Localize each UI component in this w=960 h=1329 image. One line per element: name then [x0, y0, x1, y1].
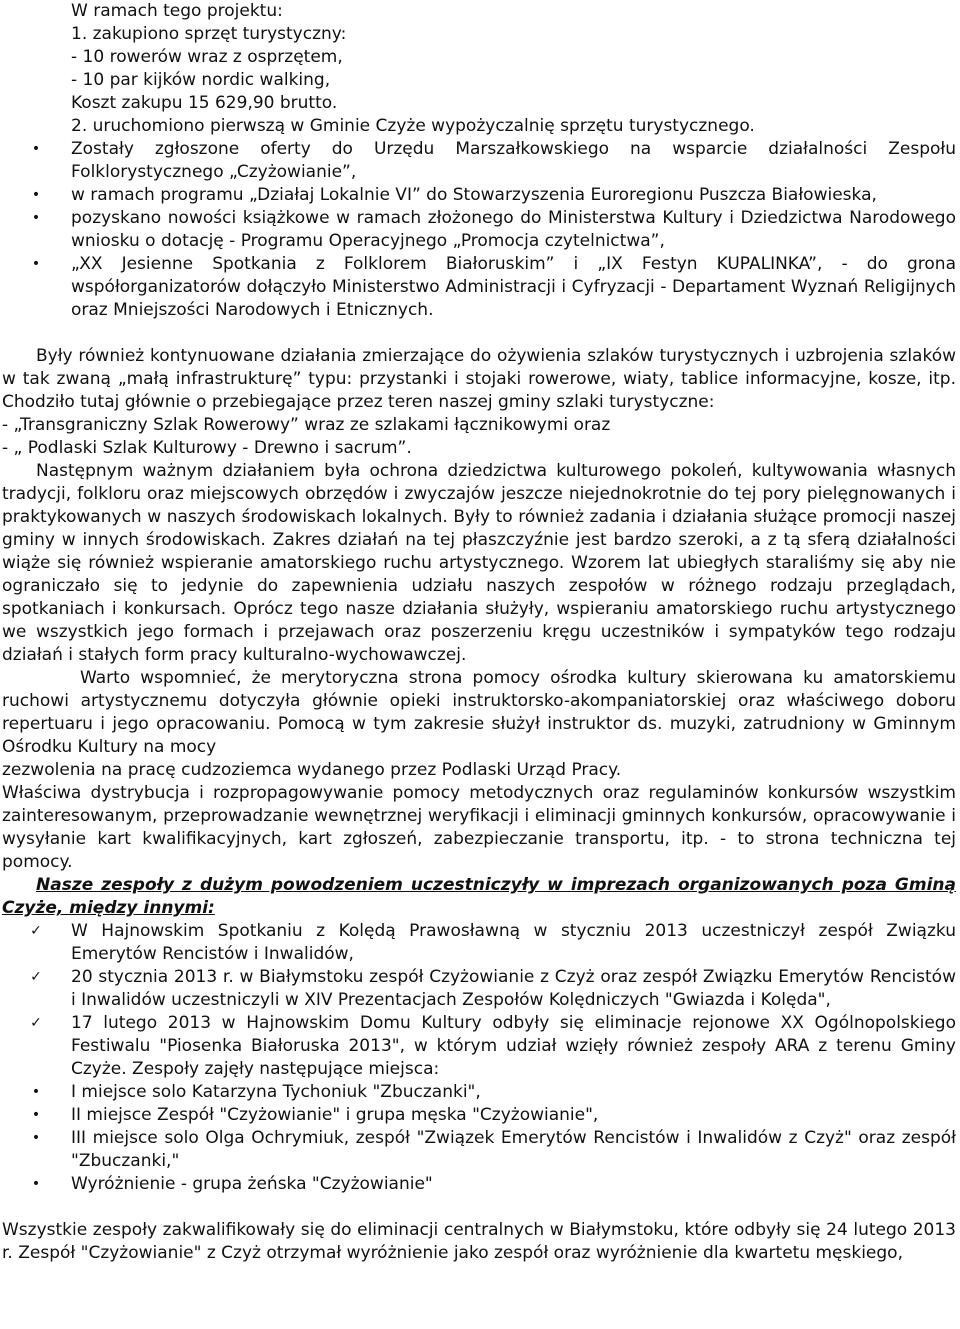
checkmark-icon: ✓	[30, 1015, 42, 1031]
intro-line: Koszt zakupu 15 629,90 brutto.	[71, 93, 338, 113]
list-item	[31, 1173, 956, 1196]
list-item-text: III miejsce solo Olga Ochrymiuk, zespół "Związek Emerytów Rencistów i Inwalidów z Czyż" oraz zespół "Zbuczanki,"	[71, 1128, 956, 1171]
trail-item: - „ Podlaski Szlak Kulturowy - Drewno i sacrum”.	[2, 438, 412, 458]
spacer	[0, 1196, 960, 1219]
list-item	[31, 253, 956, 322]
section-heading	[0, 874, 960, 920]
bullet-icon: •	[31, 256, 41, 272]
paragraph-distribution: Właściwa dystrybucja i rozpropagowywanie pomocy metodycznych oraz regulaminów konkursów wszystkim zainteresowanym, przeprowadzanie wewnętrznej weryfikacji i eliminacji gminnych konkursów, opracowywanie i wysyłanie kart kwalifikacyjnych, kart zgłoszeń, zabezpieczanie transportu, itp. - to strona techniczna tej pomocy.	[2, 783, 956, 872]
list-item-text: II miejsce Zespół "Czyżowianie" i grupa męska "Czyżowianie",	[71, 1105, 599, 1125]
list-item-text: Zostały zgłoszone oferty do Urzędu Marszałkowskiego na wsparcie działalności Zespołu Folklorystycznego „Czyżowianie”,	[71, 139, 956, 182]
list-item	[31, 1127, 956, 1173]
trail-item: - „Transgraniczny Szlak Rowerowy” wraz ze szlakami łącznikowymi oraz	[2, 415, 611, 435]
list-item-text: „XX Jesienne Spotkania z Folklorem Białoruskim” i „IX Festyn KUPALINKA”, - do grona współorganizatorów dołączyło Ministerstwo Administracji i Cyfryzacji - Departament Wyznań Religijnych oraz Mniejszości Narodowych i Etnicznych.	[71, 254, 956, 320]
bullet-icon: •	[31, 1084, 41, 1100]
list-item	[31, 1081, 956, 1104]
bullet-icon: •	[31, 210, 41, 226]
paragraph-trails: Były również kontynuowane działania zmierzające do ożywienia szlaków turystycznych i uzbrojenia szlaków w tak zwaną „małą infrastrukturę” typu: przystanki i stojaki rowerowe, wiaty, tablice informacyjne, kosze, itp. Chodziło tutaj głównie o przebiegające przez teren naszej gminy szlaki turystyczne:	[2, 346, 956, 412]
bullet-icon: •	[31, 1107, 41, 1123]
section-heading-text: Nasze zespoły z dużym powodzeniem uczestniczyły w imprezach organizowanych poza Gminą Czyże, między innymi:	[2, 875, 956, 918]
list-item	[30, 1012, 956, 1081]
list-item	[30, 966, 956, 1012]
list-item-text: w ramach programu „Działaj Lokalnie VI” do Stowarzyszenia Euroregionu Puszcza Białowieska,	[71, 185, 877, 205]
list-item	[31, 184, 956, 207]
checkmark-icon: ✓	[30, 923, 42, 939]
intro-line: - 10 par kijków nordic walking,	[71, 70, 331, 90]
bullet-icon: •	[31, 1130, 41, 1146]
spacer	[0, 322, 960, 345]
bullet-icon: •	[31, 141, 41, 157]
list-item	[30, 920, 956, 966]
bullet-icon: •	[31, 1176, 41, 1192]
checkmark-icon: ✓	[30, 969, 42, 985]
paragraph-permit: zezwolenia na pracę cudzoziemca wydanego przez Podlaski Urząd Pracy.	[2, 760, 622, 780]
intro-line: 1. zakupiono sprzęt turystyczny:	[71, 24, 347, 44]
list-item	[31, 138, 956, 184]
paragraph-support: Warto wspomnieć, że merytoryczna strona pomocy ośrodka kultury skierowana ku amatorskiemu ruchowi artystycznemu dotyczyła głównie opieki instruktorsko-akompaniatorskiej oraz właściwego doboru repertuaru i jego opracowaniu. Pomocą w tym zakresie służył instruktor ds. muzyki, zatrudniony w Gminnym Ośrodku Kultury na mocy	[2, 668, 956, 757]
list-item-text: W Hajnowskim Spotkaniu z Kolędą Prawosławną w styczniu 2013 uczestniczył zespół Związku Emerytów Rencistów i Inwalidów,	[71, 921, 956, 964]
bullet-list-projects	[0, 138, 960, 322]
intro-line: W ramach tego projektu:	[71, 1, 283, 21]
paragraph-closing: Wszystkie zespoły zakwalifikowały się do eliminacji centralnych w Białymstoku, które odbyły się 24 lutego 2013 r. Zespół "Czyżowianie" z Czyż otrzymał wyróżnienie jako zespół oraz wyróżnienie dla kwartetu męskiego,	[2, 1220, 956, 1263]
list-item	[31, 1104, 956, 1127]
intro-line: 2. uruchomiono pierwszą w Gminie Czyże wypożyczalnię sprzętu turystycznego.	[71, 116, 755, 136]
list-item-text: 20 stycznia 2013 r. w Białymstoku zespół Czyżowianie z Czyż oraz zespół Związku Emerytów Rencistów i Inwalidów uczestniczyli w XIV Prezentacjach Zespołów Kolędniczych "Gwiazda i Kolęda",	[71, 967, 956, 1010]
bullet-list-places	[0, 1081, 960, 1196]
intro-line: - 10 rowerów wraz z osprzętem,	[71, 47, 343, 67]
paragraph-heritage: Następnym ważnym działaniem była ochrona dziedzictwa kulturowego pokoleń, kultywowania własnych tradycji, folkloru oraz miejscowych obrzędów i zwyczajów jeszcze niejednokrotnie do tej pory pielęgnowanych i praktykowanych w naszych środowiskach lokalnych. Były to również zadania i działania służące promocji naszej gminy w innych środowiskach. Zakres działań na tej płaszczyźnie jest bardzo szeroki, a z tą sferą działalności wiąże się również wspieranie amatorskiego ruchu artystycznego. Wzorem lat ubiegłych staraliśmy się aby nie ograniczało się to jedynie do zapewnienia udziału naszych zespołów w różnego rodzaju przeglądach, spotkaniach i konkursach. Oprócz tego nasze działania służyły, wspieraniu amatorskiego ruchu artystycznego we wszystkich jego formach i przejawach oraz poszerzeniu kręgu uczestników i sympatyków tego rodzaju działań i stałych form pracy kulturalno-wychowawczej.	[2, 461, 956, 665]
checklist-events	[0, 920, 960, 1081]
intro-block	[0, 0, 960, 138]
list-item-text: Wyróżnienie - grupa żeńska "Czyżowianie"	[71, 1174, 433, 1194]
list-item-text: 17 lutego 2013 w Hajnowskim Domu Kultury odbyły się eliminacje rejonowe XX Ogólnopolskiego Festiwalu "Piosenka Białoruska 2013", w którym udział wzięły również zespoły ARA z terenu Gminy Czyże. Zespoły zajęły następujące miejsca:	[71, 1013, 956, 1079]
list-item-text: pozyskano nowości książkowe w ramach złożonego do Ministerstwa Kultury i Dziedzictwa Narodowego wniosku o dotację - Programu Operacyjnego „Promocja czytelnictwa”,	[71, 208, 956, 251]
list-item-text: I miejsce solo Katarzyna Tychoniuk "Zbuczanki",	[71, 1082, 481, 1102]
list-item	[31, 207, 956, 253]
bullet-icon: •	[31, 187, 41, 203]
